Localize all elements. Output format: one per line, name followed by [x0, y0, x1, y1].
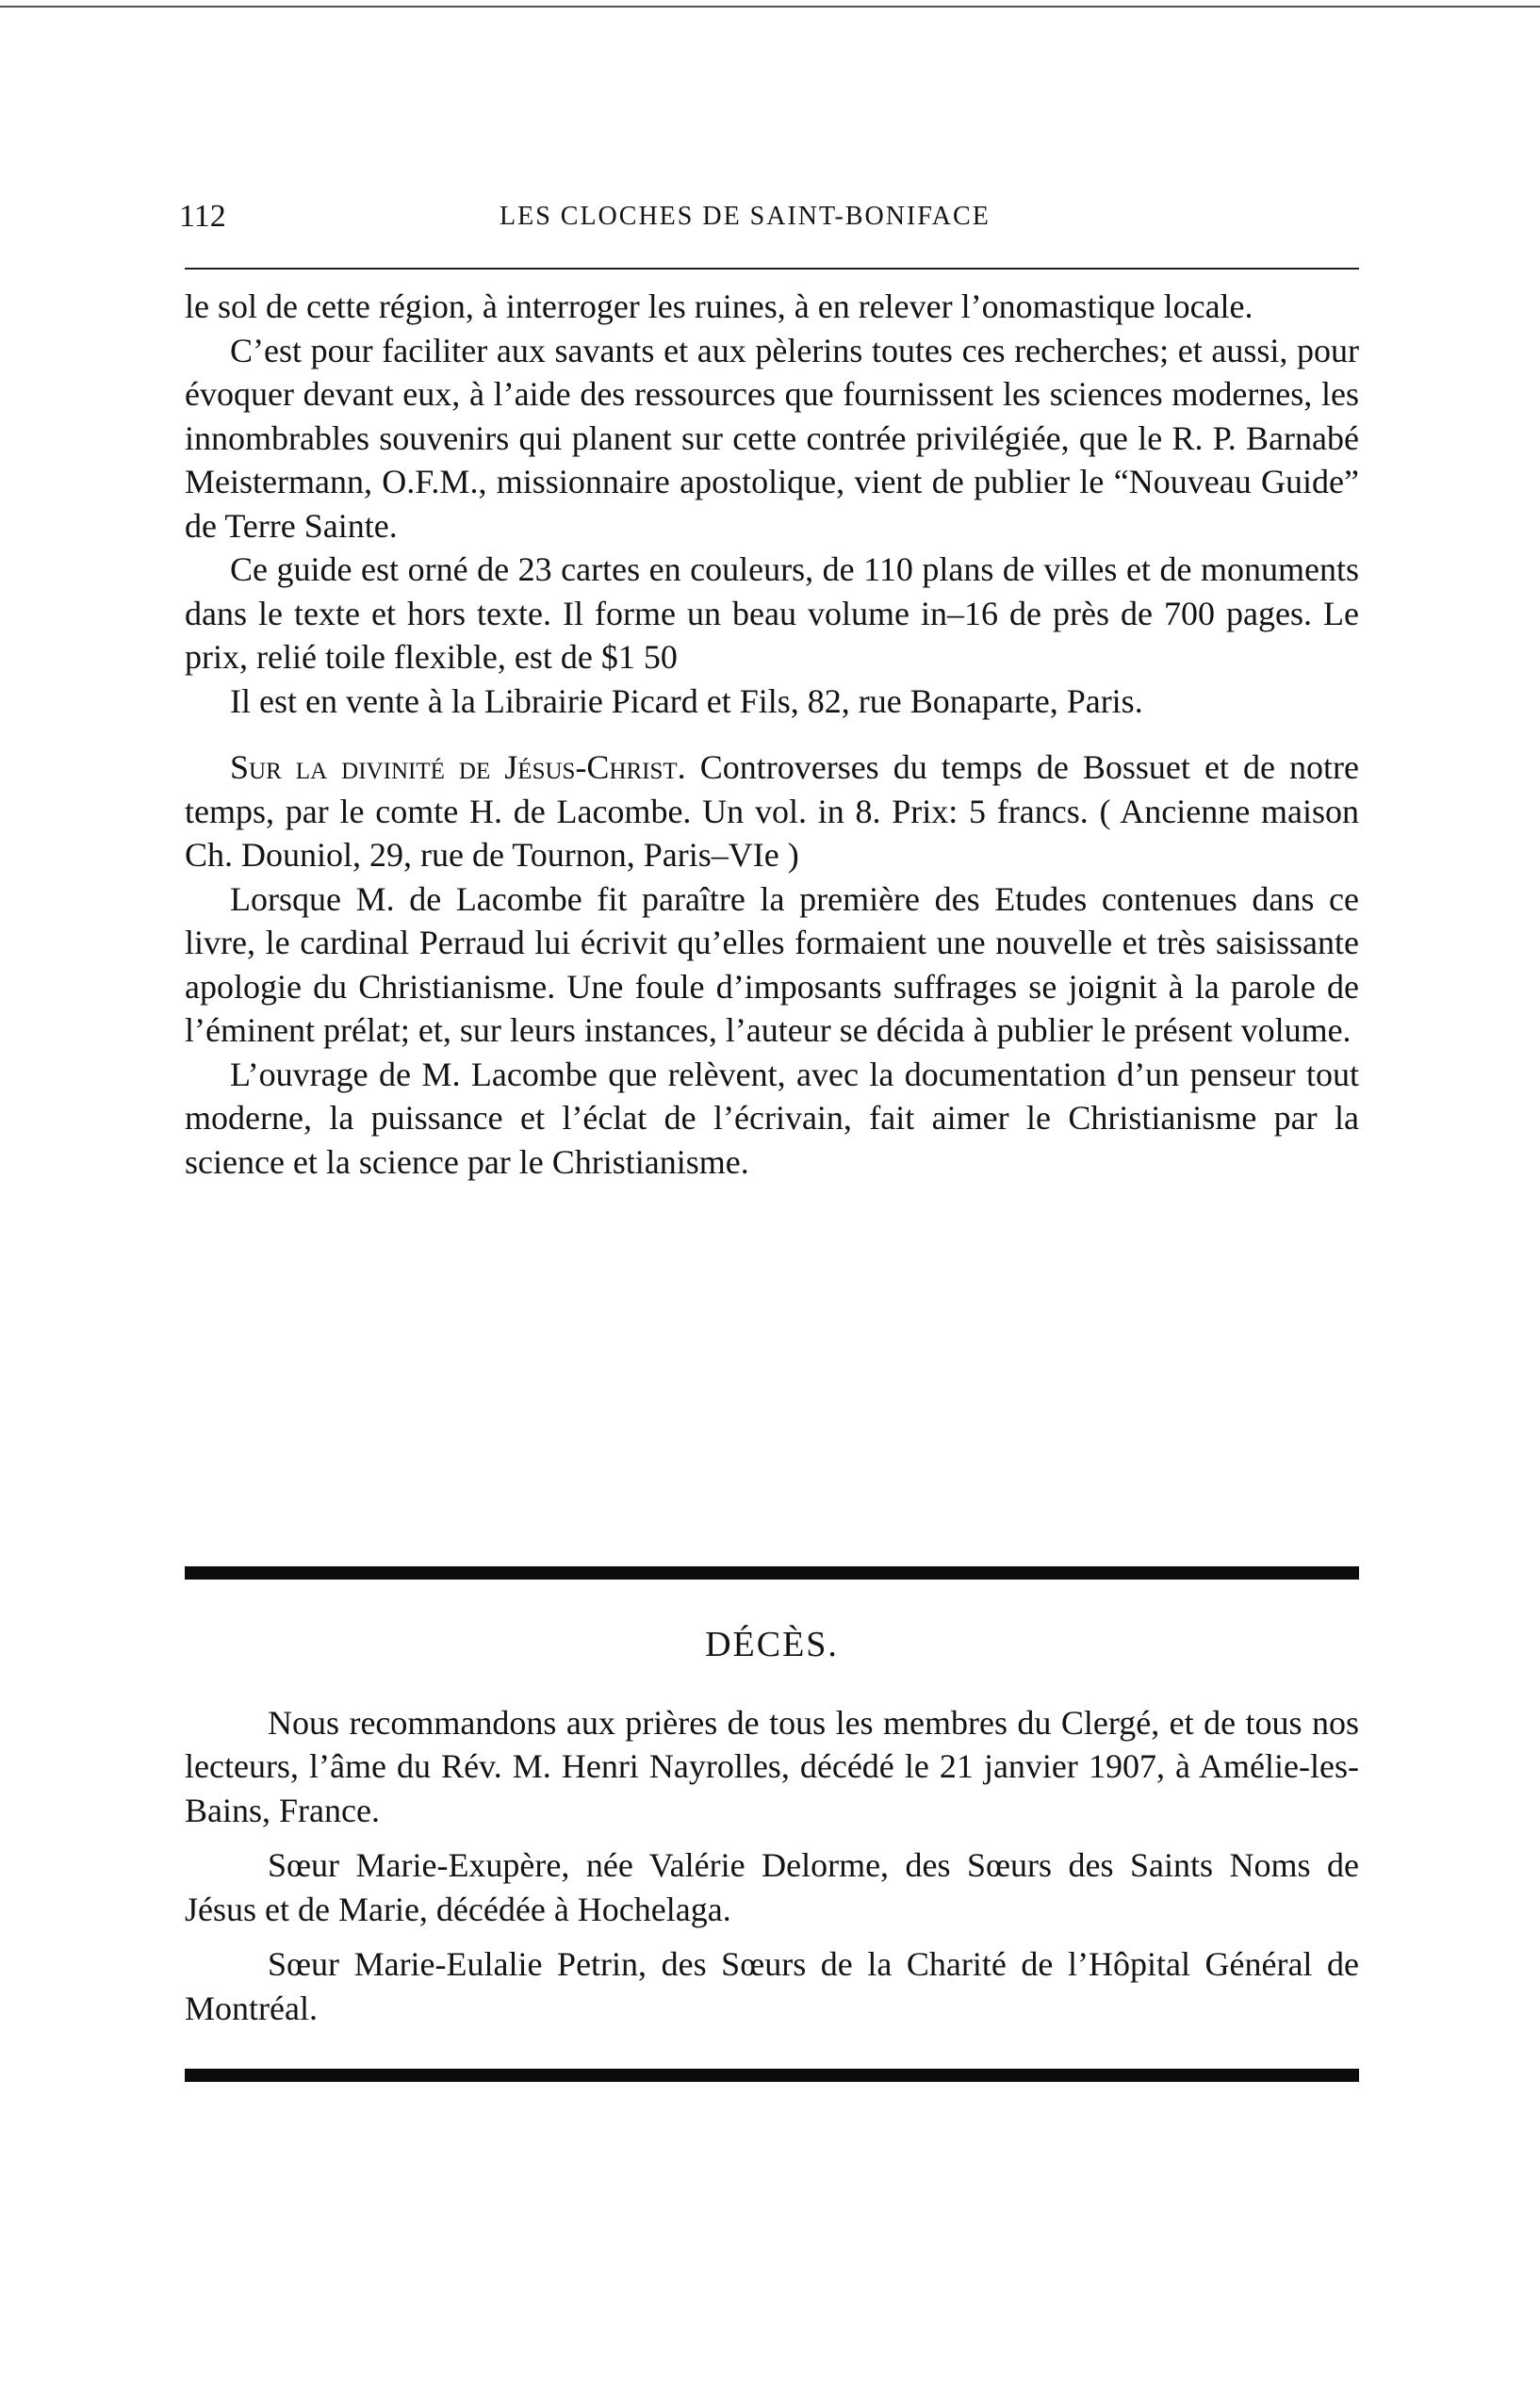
page-number: 112	[179, 199, 226, 234]
deces-entry: Sœur Marie-Eulalie Petrin, des Sœurs de la Charité de l’Hôpital Général de Montréal.	[185, 1945, 1359, 2027]
page-header	[179, 188, 1357, 245]
top-edge-rule	[0, 6, 1540, 8]
article-paragraph: le sol de cette région, à interroger les ruines, à en relever l’onomastique locale.	[185, 287, 1253, 325]
article-paragraph: Il est en vente à la Librairie Picard et Fils, 82, rue Bonaparte, Paris.	[230, 681, 1143, 720]
header-rule	[185, 268, 1359, 270]
deces-entry: Sœur Marie-Exupère, née Valérie Delorme, des Sœurs des Saints Noms de Jésus et de Marie, décédée à Hochelaga.	[185, 1846, 1359, 1928]
review-paragraph: L’ouvrage de M. Lacombe que relèvent, avec la documentation d’un penseur tout moderne, la puissance et l’éclat de l’écrivain, fait aimer le Christianisme par la science et la science par le Christianisme.	[185, 1055, 1359, 1181]
review-book-title: Sur la divinité de Jésus-Christ.	[230, 748, 686, 786]
deces-entry: Nous recommandons aux prières de tous les membres du Clergé, et de tous nos lecteurs, l’âme du Rév. M. Henri Nayrolles, décédé le 21 janvier 1907, à Amélie-les-Bains, France.	[185, 1703, 1359, 1829]
running-title: LES CLOCHES DE SAINT-BONIFACE	[500, 202, 991, 231]
article-paragraph: Ce guide est orné de 23 cartes en couleurs, de 110 plans de villes et de monuments dans le texte et hors texte. Il forme un beau volume in–16 de près de 700 pages. Le prix, relié toile flexible, est de $1 50	[185, 550, 1359, 676]
review-paragraph: Lorsque M. de Lacombe fit paraître la première des Etudes contenues dans ce livre, le cardinal Perraud lui écrivit qu’elles formaient une nouvelle et très saisissante apologie du Christianisme. Une foule d’imposants suffrages se joignit à la parole de l’éminent prélat; et, sur leurs instances, l’auteur se décida à publier le présent volume.	[185, 879, 1359, 1049]
deces-section	[185, 1623, 1359, 2041]
deces-title: DÉCÈS.	[705, 1625, 839, 1664]
section-divider-bottom	[185, 2069, 1359, 2082]
article-paragraph: C’est pour faciliter aux savants et aux pèlerins toutes ces recherches; et aussi, pour évoquer devant eux, à l’aide des ressources que fournissent les sciences modernes, les innombrables souvenirs qui planent sur cette contrée privilégiée, que le R. P. Barnabé Meistermann, O.F.M., missionnaire apostolique, vient de publier le “Nouveau Guide” de Terre Sainte.	[185, 331, 1359, 545]
main-text	[185, 285, 1359, 1184]
section-divider-top	[185, 1566, 1359, 1580]
review-intro: Controverses du temps de Bossuet et de notre temps, par le comte H. de Lacombe. Un vol. in 8. Prix: 5 francs. ( Ancienne maison Ch. Douniol, 29, rue de Tournon, Paris–VIe )	[185, 748, 1359, 874]
review-heading-paragraph	[185, 745, 1359, 877]
